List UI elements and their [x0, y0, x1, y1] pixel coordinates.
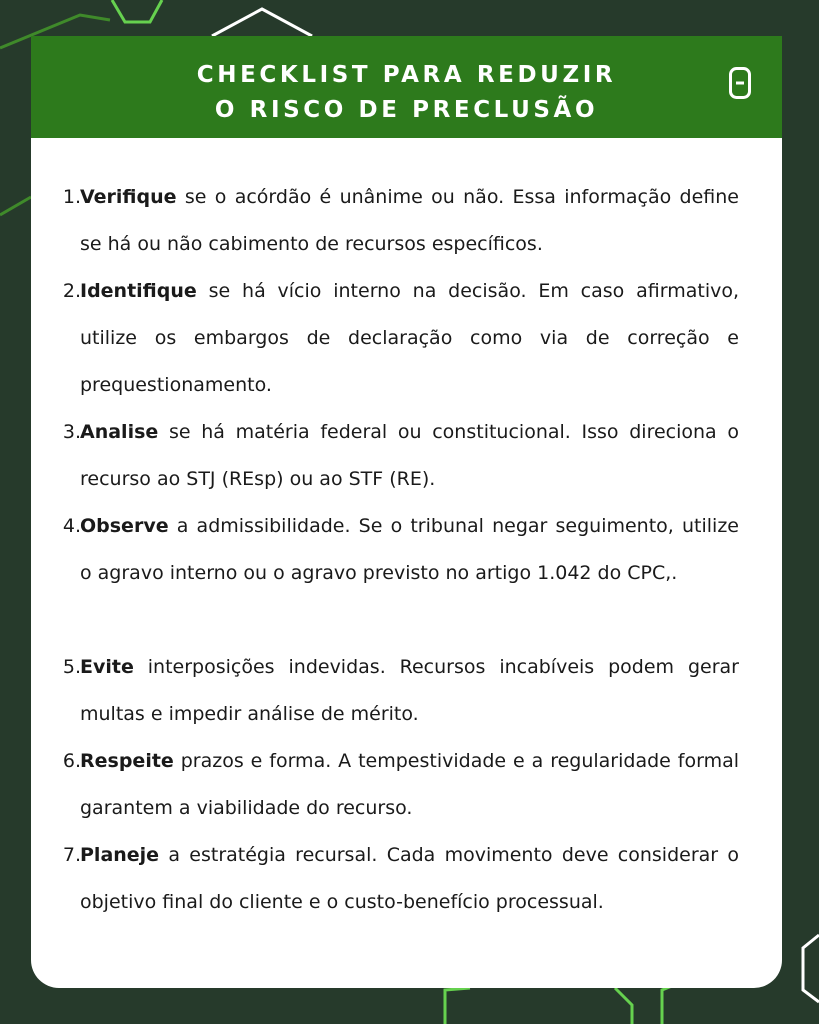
- item-text: [80, 738, 739, 832]
- item-keyword: Identifique: [80, 280, 197, 302]
- item-keyword: Analise: [80, 421, 159, 443]
- item-keyword: Respeite: [80, 750, 174, 772]
- item-description: se o acórdão é unânime ou não. Essa informação define se há ou não cabimento de recursos específicos.: [80, 186, 739, 255]
- hexagon-outline-bottom-3: [662, 986, 672, 1024]
- hexagon-outline-top-bright: [112, 0, 162, 22]
- item-description: se há vício interno na decisão. Em caso afirmativo, utilize os embargos de declaração como via de correção e prequestionamento.: [80, 280, 739, 396]
- hexagon-outline-left: [0, 197, 31, 215]
- item-text: [80, 409, 739, 503]
- item-keyword: Evite: [80, 656, 134, 678]
- hexagon-outline-right-white: [803, 935, 819, 1002]
- item-number: 6.: [62, 750, 81, 772]
- item-description: a estratégia recursal. Cada movimento deve considerar o objetivo final do cliente e o custo-benefício processual.: [80, 844, 739, 913]
- item-text: [80, 503, 739, 597]
- item-text: [80, 174, 739, 268]
- item-text: [80, 268, 739, 409]
- item-number: 5.: [62, 656, 81, 678]
- door-logo-icon: [728, 66, 752, 100]
- card-header: [31, 36, 782, 138]
- hexagon-outline-bottom-1: [445, 988, 470, 1024]
- item-description: a admissibilidade. Se o tribunal negar seguimento, utilize o agravo interno ou o agravo previsto no artigo 1.042 do CPC,.: [80, 515, 739, 584]
- checklist-card: [31, 36, 782, 988]
- title-line-2: O RISCO DE PRECLUSÃO: [214, 97, 599, 123]
- page-title: [31, 58, 782, 128]
- item-keyword: Planeje: [80, 844, 160, 866]
- hexagon-outline-bottom-2: [615, 988, 632, 1024]
- item-text: [80, 832, 739, 926]
- item-description: interposições indevidas. Recursos incabíveis podem gerar multas e impedir análise de mérito.: [80, 656, 739, 725]
- item-keyword: Verifique: [80, 186, 177, 208]
- item-keyword: Observe: [80, 515, 169, 537]
- item-description: se há matéria federal ou constitucional. Isso direciona o recurso ao STJ (REsp) ou ao STF (RE).: [80, 421, 739, 490]
- item-description: prazos e forma. A tempestividade e a regularidade formal garantem a viabilidade do recurso.: [80, 750, 739, 819]
- item-number: 3.: [62, 421, 81, 443]
- item-number: 1.: [62, 186, 81, 208]
- item-text: [80, 644, 739, 738]
- item-number: 2.: [62, 280, 81, 302]
- hexagon-outline-top-white: [212, 9, 312, 36]
- item-number: 4.: [62, 515, 81, 537]
- item-number: 7.: [62, 844, 81, 866]
- title-line-1: CHECKLIST PARA REDUZIR: [196, 62, 617, 88]
